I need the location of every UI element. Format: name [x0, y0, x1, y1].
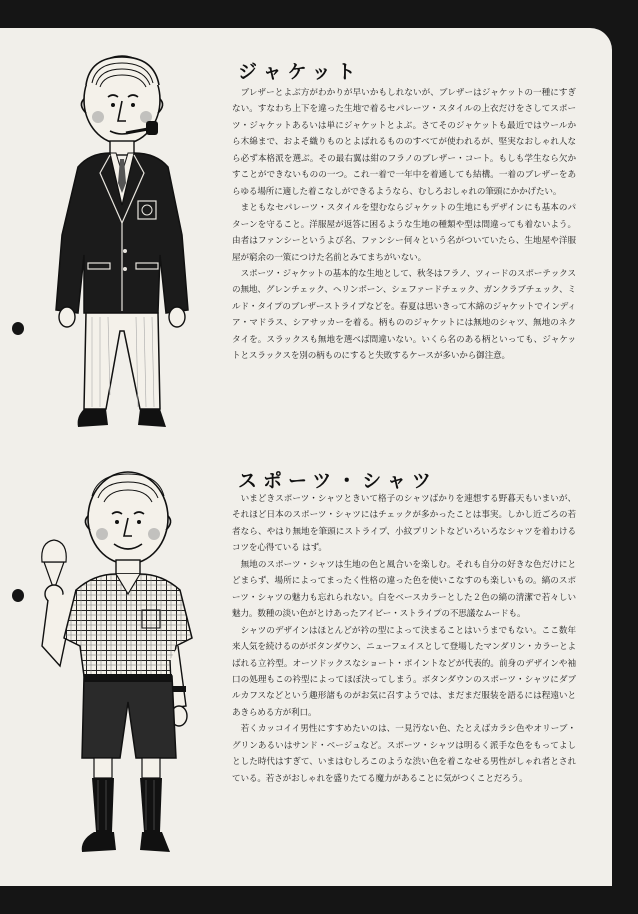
- sport-shirt-paragraph-2: 無地のスポーツ・シャツは生地の色と風合いを楽しむ。それも自分の好きな色だけにとどまらず、場所によってまったく性格の違った色を使いこなすのも楽しいもの。縞のスポーツ・シャツの魅力も忘れられない。白をベースカラーとした２色の縞の清潔で若々しい魅力。数種の淡い色がとけあったアイビー・ストライプの不思議なムードも。: [232, 559, 576, 620]
- sport-shirt-man-illustration: [36, 470, 216, 865]
- sport-shirt-paragraph-3: シャツのデザインはほとんどが衿の型によって決まることはいうまでもない。ここ数年来人気を続けるのがボタンダウン、ニューフェイスとして登場したマンダリン・カラーとよばれる立衿型。オーソドックスなショート・ポイントなどが代表的。前身のデザインや袖口の処理もこの衿型によってほぼ決ってしまう。ボタンダウンのスポーツ・シャツにダブルカフスなどという趣形諸ものがお気に召すようでは、まだまだ服装を語るには程遠いとあきらめる方が利口。: [232, 625, 576, 718]
- punch-hole-top: [12, 322, 24, 335]
- sport-shirt-paragraph-4: 若くカッコイイ男性にすすめたいのは、一見汚ない色、たとえばカラシ色やオリーブ・グリンあるいはサンド・ベージュなど。スポーツ・シャツは明るく派手な色をもってよしとした時代はすぎて、いまはむしろこのような渋い色を着こなせる男性がしゃれ者とされている。若さがおしゃれを盛りたてる魔力があることに気がつくことだろう。: [232, 724, 576, 784]
- jacket-paragraph-2: まともなセパレーツ・スタイルを望むならジャケットの生地にもデザインにも基本のパターンを守ること。洋服屋が返答に困るような生地の種類や型は間違っても着ないよう。由者はファンシーというよび名、ファンシー何々という名がついていたら、生地屋や洋服屋が窮余の一策につけた名前とみてまちがいない。: [232, 203, 576, 263]
- sport-shirt-heading: スポーツ・シャツ: [238, 470, 437, 492]
- sport-shirt-body: [232, 491, 576, 787]
- jacket-man-illustration: [40, 55, 210, 440]
- jacket-heading: ジャケット: [238, 61, 362, 83]
- punch-hole-bottom: [12, 589, 24, 602]
- jacket-paragraph-3: スポーツ・ジャケットの基本的な生地として、秋冬はフラノ、ツィードのスポーテックスの無地、グレンチェック、ヘリンボーン、シェファードチェック、ガンクラブチェック、ミルド・タイプのブレザーストライプなどを。春夏は思いきって木綿のジャケットでインディア・マドラス、シアサッカーを着る。柄もののジャケットには無地のシャツ、無地のネクタイを。スラックスも無地を選べば間違いない。いくら名のある柄といっても、ジャケットとスラックスを別の柄ものにすると失敗するケースが多いから御注意。: [232, 268, 576, 362]
- jacket-paragraph-1: ブレザーとよぶ方がわかりが早いかもしれないが、ブレザーはジャケットの一種にすぎない。すなわち上下を違った生地で着るセパレーツ・スタイルの上衣だけをさしてスポーツ・ジャケットあるいは単にジャケットとよぶ。さてそのジャケットも最近ではウールから木綿まで、およそ織りものとよばれるもののすべてが使われるが、堅実なおしゃれ人なら必ず本格派を選ぶ。その最右翼は紺のフラノのブレザー・コート。もしも学生なら欠かすことができないものの一つ。これ一着で一年中を着通しても結構。一着のブレザーをあらゆる場所に適した着こなしができるようなら、むしろおしゃれの筆頭にかかげたい。: [232, 88, 576, 197]
- jacket-body: [232, 85, 576, 365]
- sport-shirt-paragraph-1: いまどきスポーツ・シャツときいて格子のシャツばかりを連想する野暮天もいまいが、それほど日本のスポーツ・シャツにはチェックが多かったことは事実。しかし近ごろの若者なら、やはり無地を筆頭にストライプ、小紋プリントなどいろいろなシャツを着わけるコツを心得ている はず。: [232, 494, 576, 554]
